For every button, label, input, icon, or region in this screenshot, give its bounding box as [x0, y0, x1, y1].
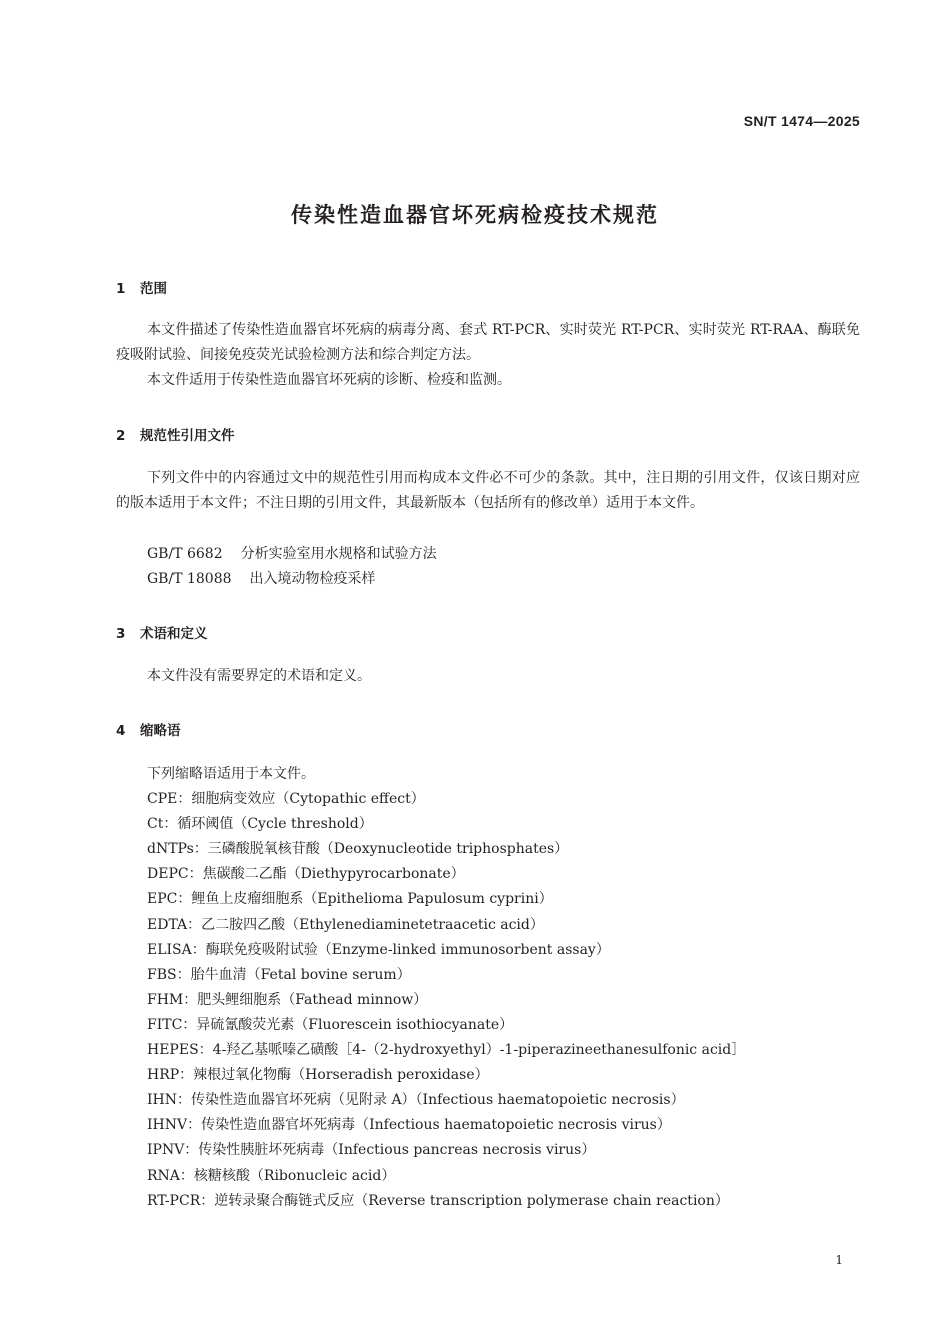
abbreviation-item: FITC：异硫氰酸荧光素（Fluorescein isothiocyanate） — [147, 1016, 514, 1033]
abbreviation-item: EDTA：乙二胺四乙酸（Ethylenediaminetetraacetic acid） — [147, 916, 544, 933]
document-title: 传染性造血器官坏死病检疫技术规范 — [291, 203, 659, 227]
section-heading-terms — [116, 622, 208, 642]
reference-item — [147, 542, 860, 567]
section-title: 术语和定义 — [140, 626, 208, 642]
reference-title: 出入境动物检疫采样 — [249, 571, 376, 588]
abbreviation-item: HRP：辣根过氧化物酶（Horseradish peroxidase） — [147, 1067, 489, 1084]
section-body-scope — [116, 318, 860, 393]
reference-code: GB/T 6682 — [147, 546, 223, 562]
section-title: 缩略语 — [140, 723, 181, 739]
page-number: 1 — [835, 1253, 843, 1267]
abbreviation-item: HEPES：4-羟乙基哌嗪乙磺酸［4-（2-hydroxyethyl）-1-piperazineethanesulfonic acid］ — [147, 1042, 746, 1059]
abbreviation-item: FBS：胎牛血清（Fetal bovine serum） — [147, 966, 411, 983]
abbreviation-item: FHM：肥头鲤细胞系（Fathead minnow） — [147, 991, 428, 1008]
abbreviation-list — [147, 762, 860, 1214]
abbreviation-item: dNTPs：三磷酸脱氧核苷酸（Deoxynucleotide triphosphates） — [147, 841, 569, 858]
paragraph: 本文件适用于传染性造血器官坏死病的诊断、检疫和监测。 — [147, 372, 511, 388]
section-body-terms — [116, 664, 860, 689]
section-number: 2 — [116, 428, 126, 444]
section-heading-abbreviations — [116, 719, 181, 739]
section-title: 规范性引用文件 — [140, 428, 235, 444]
abbreviation-item: RNA：核糖核酸（Ribonucleic acid） — [147, 1167, 396, 1184]
reference-list — [147, 542, 860, 592]
section-number: 1 — [116, 281, 126, 297]
abbreviation-item: IPNV：传染性胰脏坏死病毒（Infectious pancreas necrosis virus） — [147, 1142, 596, 1159]
abbreviation-intro: 下列缩略语适用于本文件。 — [147, 766, 315, 782]
section-number: 3 — [116, 626, 126, 642]
paragraph: 下列文件中的内容通过文中的规范性引用而构成本文件必不可少的条款。其中，注日期的引用文件，仅该日期对应的版本适用于本文件；不注日期的引用文件，其最新版本（包括所有的修改单）适用于本文件。 — [116, 470, 860, 511]
abbreviation-item: DEPC：焦碳酸二乙酯（Diethypyrocarbonate） — [147, 866, 465, 883]
abbreviation-item: IHNV：传染性造血器官坏死病毒（Infectious haematopoietic necrosis virus） — [147, 1117, 671, 1134]
abbreviation-item: IHN：传染性造血器官坏死病（见附录 A）（Infectious haematopoietic necrosis） — [147, 1092, 685, 1109]
section-body-normative-references — [116, 466, 860, 516]
abbreviation-item: RT-PCR：逆转录聚合酶链式反应（Reverse transcription polymerase chain reaction） — [147, 1192, 729, 1209]
reference-item — [147, 567, 860, 592]
paragraph: 本文件描述了传染性造血器官坏死病的病毒分离、套式 RT-PCR、实时荧光 RT-PCR、实时荧光 RT-RAA、酶联免疫吸附试验、间接免疫荧光试验检测方法和综合判定方法。 — [116, 322, 860, 363]
section-number: 4 — [116, 723, 126, 739]
abbreviation-item: EPC：鲤鱼上皮瘤细胞系（Epithelioma Papulosum cyprini） — [147, 891, 553, 908]
section-title: 范围 — [140, 281, 167, 297]
abbreviation-item: ELISA：酶联免疫吸附试验（Enzyme-linked immunosorbent assay） — [147, 941, 610, 958]
paragraph: 本文件没有需要界定的术语和定义。 — [147, 668, 371, 684]
section-heading-normative-references — [116, 424, 235, 444]
section-heading-scope — [116, 277, 167, 297]
reference-title: 分析实验室用水规格和试验方法 — [240, 546, 437, 562]
standard-number: SN/T 1474—2025 — [743, 113, 860, 129]
abbreviation-item: CPE：细胞病变效应（Cytopathic effect） — [147, 791, 425, 808]
abbreviation-item: Ct：循环阈值（Cycle threshold） — [147, 816, 373, 833]
reference-code: GB/T 18088 — [147, 571, 232, 588]
